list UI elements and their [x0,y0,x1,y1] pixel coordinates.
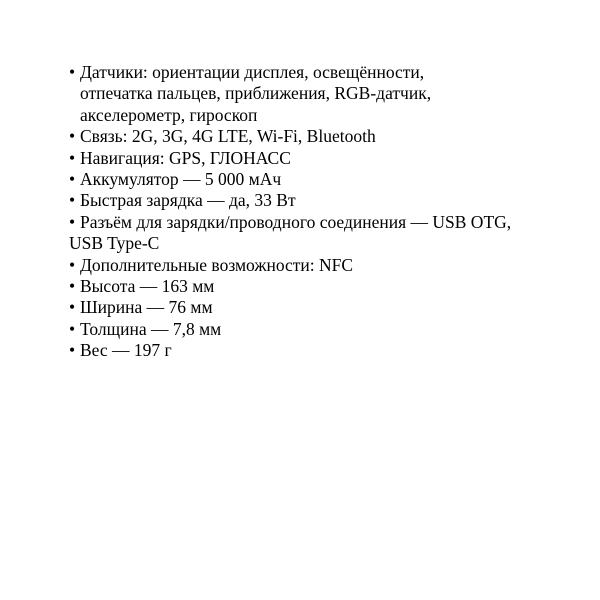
bullet: • [69,190,76,211]
spec-item-width [69,297,569,318]
bullet: • [69,254,76,275]
spec-text: Датчики: ориентации дисплея, освещённости, [80,62,425,82]
bullet: • [69,126,76,147]
spec-item-weight [69,340,569,361]
spec-text: отпечатка пальцев, приближения, RGB-датчик, [80,83,432,104]
spec-item-height [69,276,569,297]
spec-item-fast-charging [69,190,569,211]
bullet: • [69,211,76,232]
spec-item-navigation [69,148,569,169]
spec-text: акселерометр, гироскоп [80,104,258,125]
bullet: • [69,276,76,297]
bullet: • [69,147,76,168]
spec-item-extra-features [69,255,569,276]
spec-text: Навигация: GPS, ГЛОНАСС [80,147,291,168]
spec-text: Толщина — 7,8 мм [80,318,222,339]
spec-text: Быстрая зарядка — да, 33 Вт [80,190,296,211]
spec-text: Разъём для зарядки/проводного соединения — USB OTG, [80,211,512,232]
spec-text: Аккумулятор — 5 000 мАч [80,169,282,190]
bullet: • [69,169,76,190]
spec-text: Ширина — 76 мм [80,297,213,318]
spec-item-sensors [69,62,569,126]
spec-text: Высота — 163 мм [80,276,215,297]
bullet: • [69,62,76,82]
bullet: • [69,340,76,361]
bullet: • [69,318,76,339]
spec-list [69,62,569,362]
spec-item-battery [69,169,569,190]
spec-item-connectivity [69,126,569,147]
spec-item-connector [69,212,569,255]
spec-text: USB Type-C [69,233,160,254]
spec-item-thickness [69,319,569,340]
spec-text: Вес — 197 г [80,340,172,361]
bullet: • [69,297,76,318]
spec-text: Дополнительные возможности: NFC [80,254,354,275]
spec-text: Связь: 2G, 3G, 4G LTE, Wi-Fi, Bluetooth [80,126,376,147]
